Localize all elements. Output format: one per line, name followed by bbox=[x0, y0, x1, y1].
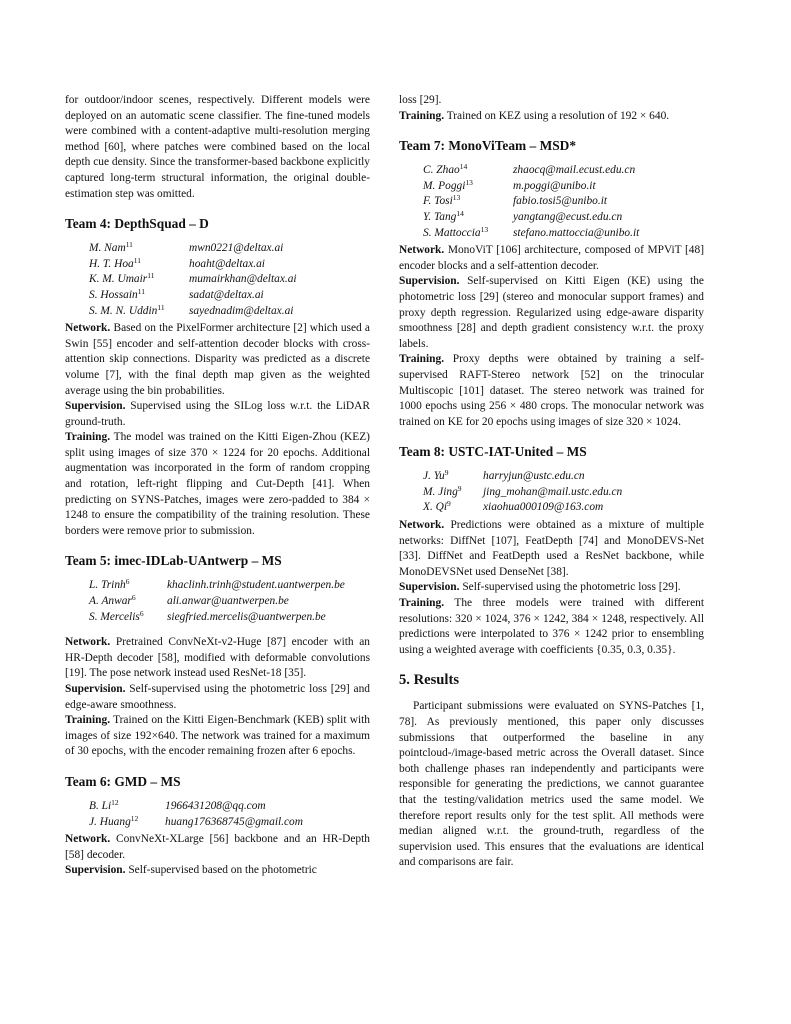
author-name: L. Trinh$^6$ bbox=[89, 577, 130, 592]
author-email: sadat@deltax.ai bbox=[189, 288, 264, 301]
right-column bbox=[399, 93, 704, 871]
author-name: H. T. Hoa$^{11}$ bbox=[89, 255, 141, 270]
team7-supervision: Supervision. Self-supervised on Kitti Eigen (KE) using the photometric loss [29] (stereo and monocular support frames) and proxy depth regression. Regularized using edge-aware disparity smoothness [28] and depth gradient consistency w.r.t. the proxy labels. bbox=[399, 275, 704, 350]
author-email: mumairkhan@deltax.ai bbox=[189, 273, 297, 286]
left-column bbox=[65, 93, 370, 879]
author-email: zhaocq@mail.ecust.edu.cn bbox=[513, 164, 636, 177]
author-email: 1966431208@qq.com bbox=[165, 799, 266, 812]
team8-heading: Team 8: USTC-IAT-United – MS bbox=[399, 444, 587, 460]
author-email: m.poggi@unibo.it bbox=[513, 179, 596, 192]
author-name: B. Li$^{12}$ bbox=[89, 797, 119, 812]
team6-section bbox=[65, 774, 370, 879]
team5-training: Training. Trained on the Kitti Eigen-Benchmark (KEB) split with images of size 192×640. The network was trained for a maximum of 30 epochs, with the encoder remaining frozen after 6 epochs. bbox=[65, 714, 370, 758]
team5-network: Network. Pretrained ConvNeXt-v2-Huge [87] encoder with an HR-Depth decoder [58], modified with deformable convolutions [19]. The pose network instead used ResNet-18 [35]. bbox=[65, 636, 370, 680]
author-name: A. Anwar$^6$ bbox=[89, 593, 136, 608]
author-email: jing_mohan@mail.ustc.edu.cn bbox=[483, 485, 623, 498]
team7-training: Training. Proxy depths were obtained by training a self-supervised RAFT-Stereo network [52] on the trinocular Multiscopic [101] dataset. The stereo network was trained for 1000 epochs using 256 × 480 crops. The monocular network was trained on KE for 20 epochs using images of size 320 × 1024. bbox=[399, 353, 704, 428]
author-email: stefano.mattoccia@unibo.it bbox=[513, 226, 640, 239]
team6-heading: Team 6: GMD – MS bbox=[65, 773, 181, 789]
author-name: F. Tosi$^{13}$ bbox=[423, 193, 461, 208]
team8-authors bbox=[423, 469, 704, 516]
author-name: M. Nam$^{11}$ bbox=[89, 240, 133, 255]
author-email: mwn0221@deltax.ai bbox=[189, 242, 284, 255]
results-heading: 5. Results bbox=[399, 672, 459, 689]
team7-network: Network. MonoViT [106] architecture, composed of MPViT [48] encoder blocks and a self-attention decoder. bbox=[399, 244, 704, 272]
author-name: S. M. N. Uddin$^{11}$ bbox=[89, 302, 165, 317]
author-email: hoaht@deltax.ai bbox=[189, 257, 265, 270]
team4-training: Training. The model was trained on the Kitti Eigen-Zhou (KEZ) split using images of size 370 × 1224 for 20 epochs. Additional augmentation was incorporated in the form of random cropping and rotation, left-right flipping and Cut-Depth [41]. When predicting on SYNS-Patches, images were zero-padded to 384 × 1248 to ensure the compatibility of the training resolution. These borders were remove prior to submission. bbox=[65, 431, 370, 537]
author-email: huang176368745@gmail.com bbox=[165, 815, 303, 828]
team7-section bbox=[399, 138, 704, 430]
team8-supervision: Supervision. Self-supervised using the photometric loss [29]. bbox=[399, 581, 681, 594]
author-name: M. Jing$^9$ bbox=[423, 483, 462, 498]
author-email: khaclinh.trinh@student.uantwerpen.be bbox=[167, 579, 345, 592]
team8-training: Training. The three models were trained with different resolutions: 320 × 1024, 376 × 1242, 384 × 1248, respectively. All predictions were interpolated to 376 × 1242 prior to ensembling using a weighted average with coefficients {0.35, 0.3, 0.35}. bbox=[399, 597, 704, 656]
author-name: S. Mattoccia$^{13}$ bbox=[423, 224, 489, 239]
author-name: X. Qi$^9$ bbox=[423, 499, 451, 514]
continued-text: loss [29]. bbox=[399, 94, 442, 106]
team5-heading: Team 5: imec-IDLab-UAntwerp – MS bbox=[65, 553, 282, 569]
team8-section bbox=[399, 444, 704, 658]
author-name: K. M. Umair$^{11}$ bbox=[89, 271, 155, 286]
team5-section bbox=[65, 553, 370, 760]
team4-supervision: Supervision. Supervised using the SILog loss w.r.t. the LiDAR ground-truth. bbox=[65, 400, 370, 428]
team4-section bbox=[65, 216, 370, 539]
team5-authors bbox=[89, 578, 370, 625]
team5-supervision: Supervision. Self-supervised using the photometric loss [29] and edge-aware smoothness. bbox=[65, 683, 370, 711]
team6-supervision: Supervision. Self-supervised based on the photometric bbox=[65, 864, 317, 877]
team4-heading: Team 4: DepthSquad – D bbox=[65, 216, 209, 232]
author-name: Y. Tang$^{14}$ bbox=[423, 208, 464, 223]
author-name: C. Zhao$^{14}$ bbox=[423, 162, 468, 177]
author-email: siegfried.mercelis@uantwerpen.be bbox=[167, 610, 326, 623]
author-name: M. Poggi$^{13}$ bbox=[423, 177, 473, 192]
team6-network: Network. ConvNeXt-XLarge [56] backbone and an HR-Depth [58] decoder. bbox=[65, 833, 370, 861]
team7-heading: Team 7: MonoViTeam – MSD* bbox=[399, 138, 577, 154]
author-name: J. Yu$^9$ bbox=[423, 468, 449, 483]
team6-authors bbox=[89, 799, 370, 830]
author-email: ali.anwar@uantwerpen.be bbox=[167, 595, 289, 608]
intro-paragraph: for outdoor/indoor scenes, respectively. Different models were deployed on an automatic scene classifier. The fine-tuned models were combined with a content-adaptive multi-resolution merging method [60], where patches were combined based on the local depth cue density. Since the transformer-based backbone explicitly captured long-term structural information, the original double-estimation step was omitted. bbox=[65, 94, 370, 200]
author-email: harryjun@ustc.edu.cn bbox=[483, 470, 585, 483]
continued-training: Training. Trained on KEZ using a resolution of 192 × 640. bbox=[399, 109, 670, 122]
author-name: S. Hossain$^{11}$ bbox=[89, 286, 145, 301]
author-email: yangtang@ecust.edu.cn bbox=[513, 210, 623, 223]
team4-authors bbox=[89, 241, 370, 319]
team4-network: Network. Based on the PixelFormer architecture [2] which used a Swin [55] encoder and self-attention decoder blocks with cross-attention skip connections. Disparity was predicted as a discrete volume [7], with the final depth map given as the weighted average using the bin probabilities. bbox=[65, 322, 370, 397]
author-email: sayednadim@deltax.ai bbox=[189, 304, 294, 317]
results-paragraph: Participant submissions were evaluated on SYNS-Patches [1, 78]. As previously mentioned, this paper only discusses submissions that outperformed the baseline in any pointcloud-/image-based metric across the Overall dataset. Since both challenge phases ran independently and participants were responsible for generating the predictions, we cannot guarantee that the testing/validation metrics used the same model. We therefore report results only for the test split. All methods were median aligned w.r.t. the ground-truth, regardless of the supervision used. This ensures that the evaluations are identical and comparisons are fair. bbox=[399, 700, 704, 869]
author-email: xiaohua000109@163.com bbox=[483, 501, 604, 514]
author-email: fabio.tosi5@unibo.it bbox=[513, 195, 608, 208]
team7-authors bbox=[423, 163, 704, 241]
author-name: J. Huang$^{12}$ bbox=[89, 813, 139, 828]
team8-network: Network. Predictions were obtained as a mixture of multiple networks: DiffNet [107], FeatDepth [74] and MonoDEVS-Net [33]. DiffNet and FeatDepth used a ResNet backbone, while MonoDEVSNet used DenseNet [38]. bbox=[399, 519, 704, 578]
author-name: S. Mercelis$^6$ bbox=[89, 608, 144, 623]
results-section bbox=[399, 672, 704, 871]
